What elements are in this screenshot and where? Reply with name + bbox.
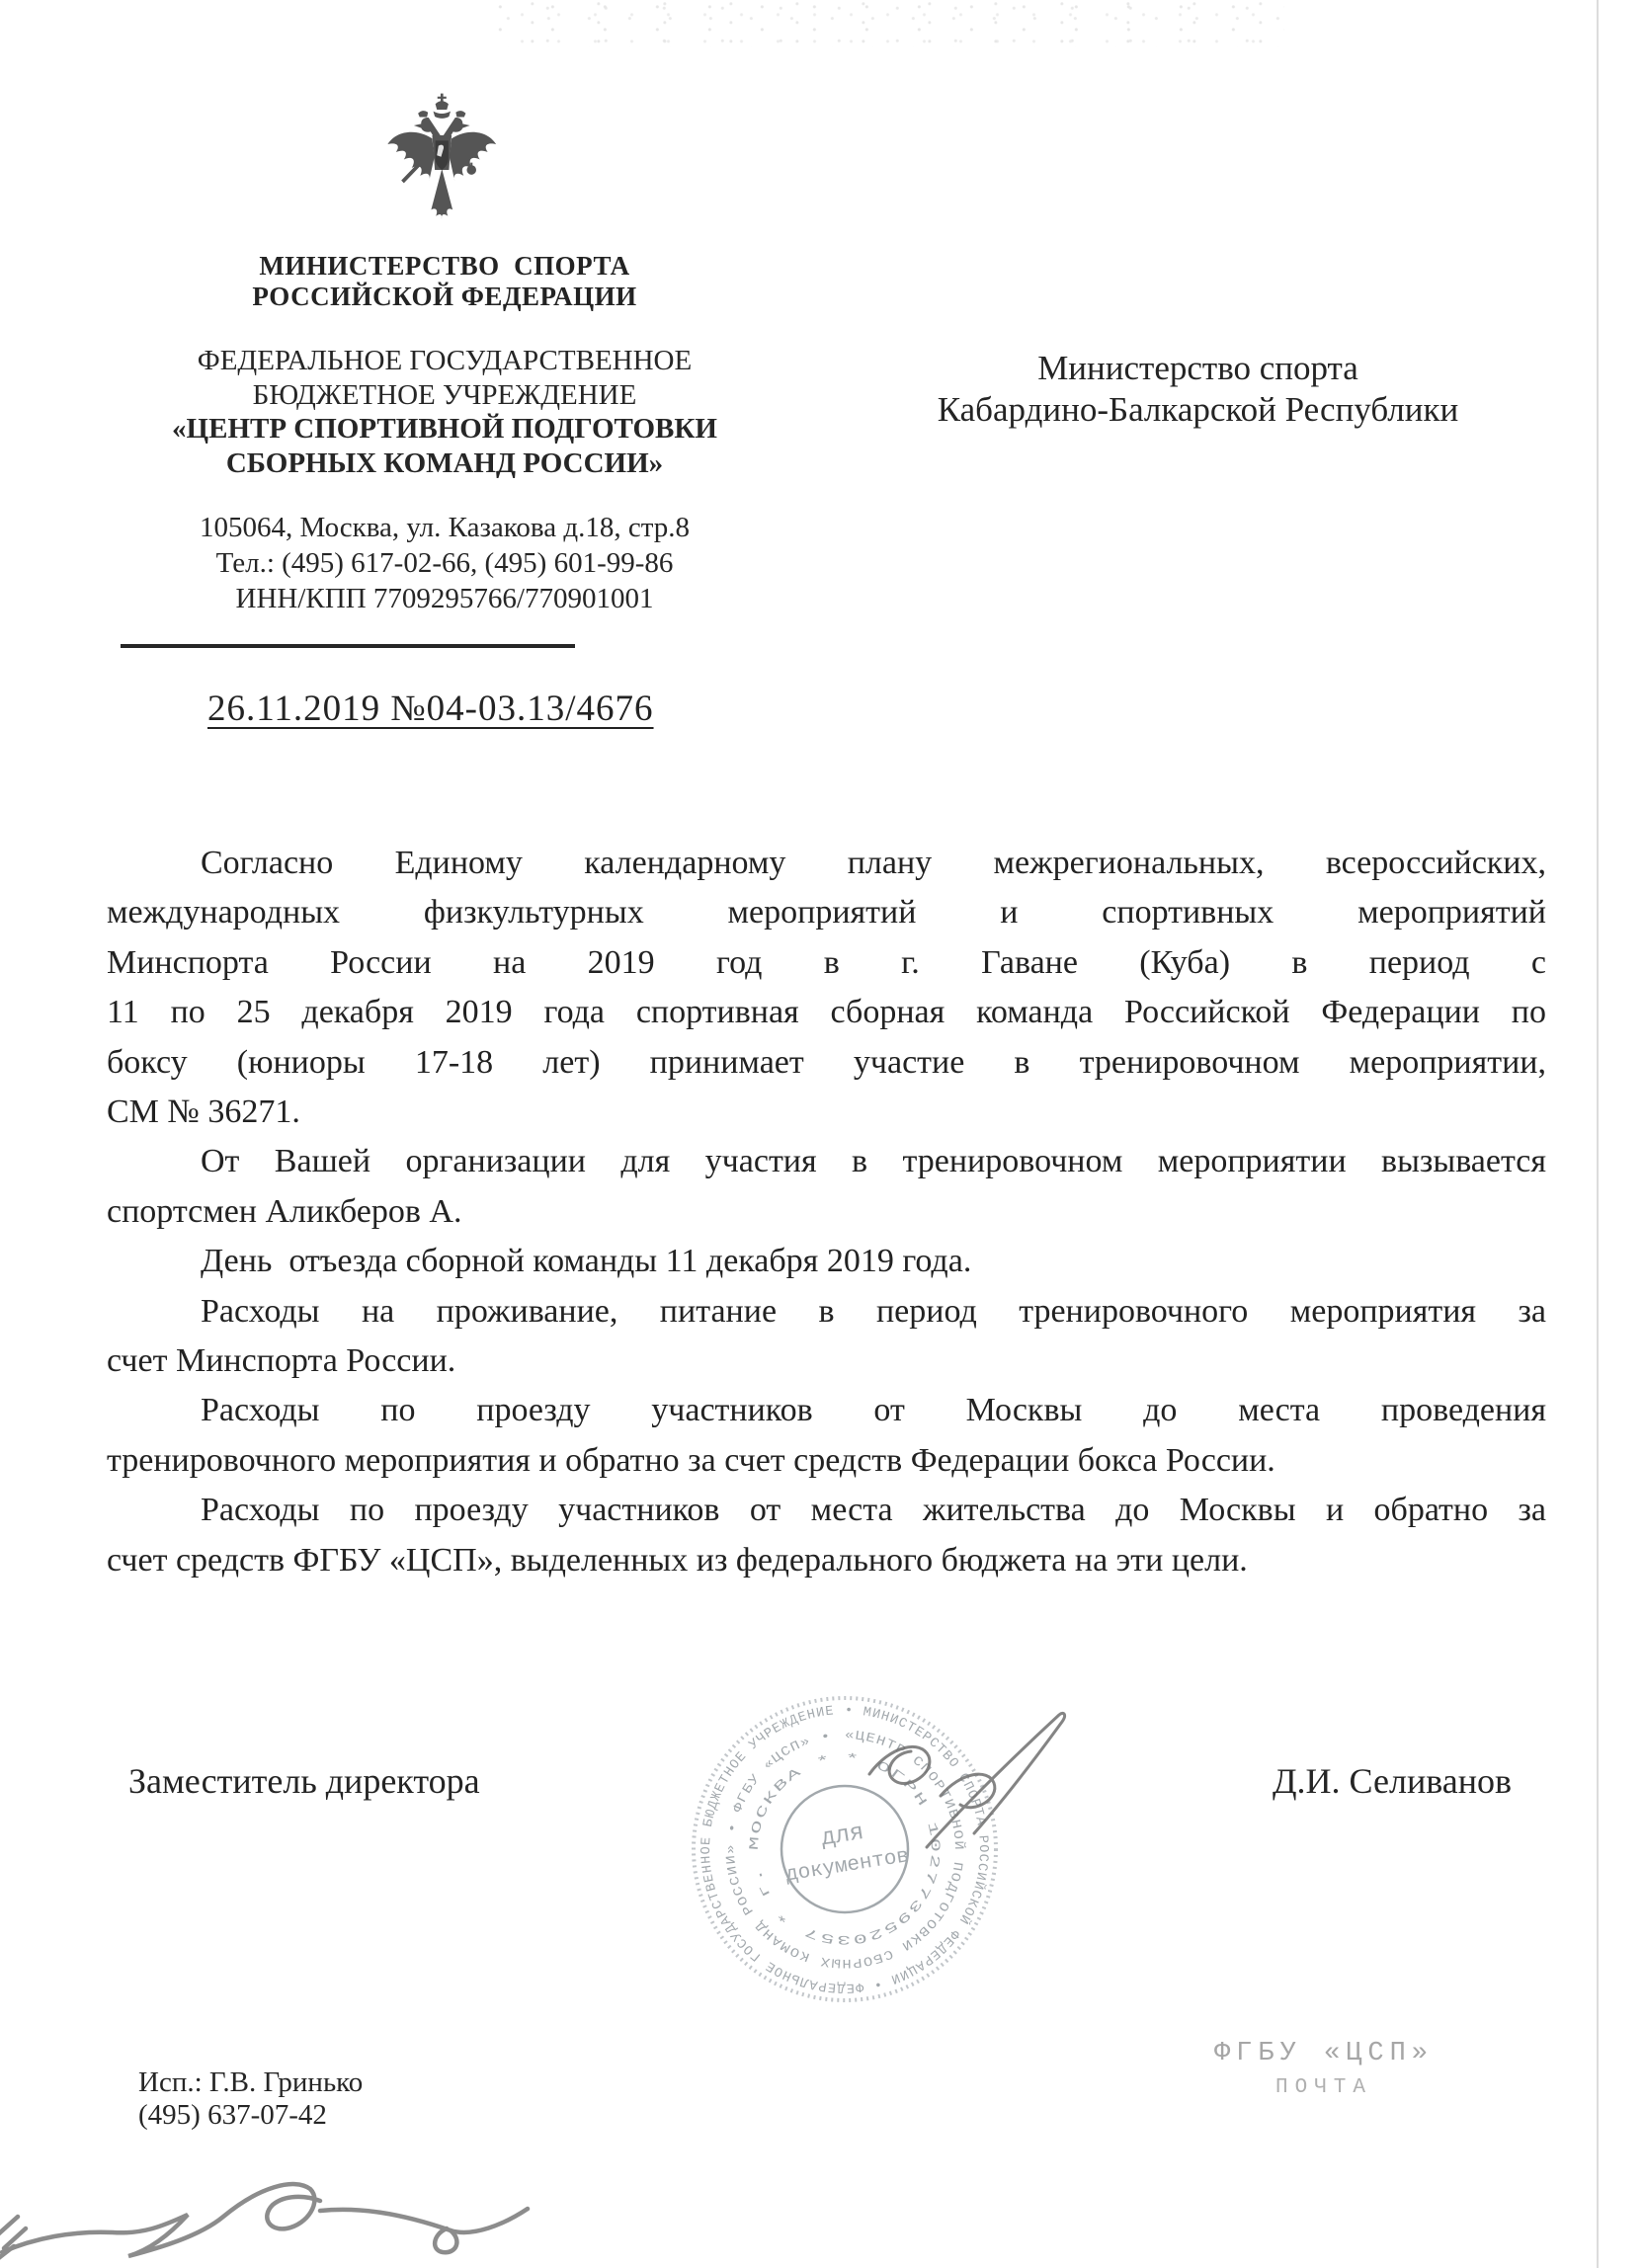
- mail-stamp-word: ПОЧТА: [1274, 2076, 1372, 2099]
- handwritten-signature: [0, 2155, 547, 2268]
- org-line3: «ЦЕНТР СПОРТИВНОЙ ПОДГОТОВКИ: [172, 413, 717, 445]
- body-line: Расходы по проезду участников от Москвы до места проведения: [201, 1392, 1546, 1429]
- body-text: [107, 839, 1546, 1585]
- coat-of-arms-eagle-icon: [381, 89, 502, 249]
- signature-stroke: [858, 1677, 1116, 1897]
- body-line: счет Минспорта России.: [107, 1342, 456, 1380]
- signer-position: Заместитель директора: [128, 1761, 480, 1801]
- mail-stamp-org: ФГБУ «ЦСП»: [1213, 2039, 1435, 2068]
- body-line: Расходы на проживание, питание в период тренировочного мероприятия за: [201, 1292, 1546, 1330]
- letterhead-contacts: [109, 510, 781, 616]
- body-line: боксу (юниоры 17-18 лет) принимает участие в тренировочном мероприятии,: [107, 1043, 1546, 1081]
- org-line4: СБОРНЫХ КОМАНД РОССИИ»: [225, 446, 664, 479]
- stamp-ring-outer-text: • МИНИСТЕРСТВО СПОРТА РОССИЙСКОЙ ФЕДЕРАЦИИ • ФЕДЕРАЛЬНОЕ ГОСУДАРСТВЕННОЕ БЮДЖЕТНОЕ УЧРЕЖДЕНИЕ: [699, 1703, 991, 1995]
- recipient-line2: Кабардино-Балкарской Республики: [937, 390, 1459, 429]
- ministry-name-line1: МИНИСТЕРСТВО СПОРТА: [259, 251, 630, 281]
- body-line: счет средств ФГБУ «ЦСП», выделенных из федерального бюджета на эти цели.: [107, 1541, 1248, 1579]
- stamp-ring-inner-text: * ОГРН 1027739520357 * г. МОСКВА *: [746, 1750, 944, 1948]
- body-line: международных физкультурных мероприятий и спортивных мероприятий: [107, 894, 1546, 932]
- body-line: Минспорта России на 2019 год в г. Гаване (Куба) в период с: [107, 943, 1546, 981]
- body-line: День отъезда сборной команды 11 декабря 2019 года.: [201, 1243, 972, 1280]
- date-and-number: 26.11.2019 №04-03.13/4676: [207, 688, 654, 729]
- letterhead-phone: Тел.: (495) 617-02-66, (495) 601-99-86: [215, 547, 674, 579]
- executor-block: [138, 2066, 363, 2132]
- letterhead-inn-kpp: ИНН/КПП 7709295766/770901001: [235, 583, 654, 614]
- body-line: спортсмен Аликберов А.: [107, 1192, 462, 1230]
- body-line: тренировочного мероприятия и обратно за счет средств Федерации бокса России.: [107, 1441, 1275, 1479]
- scan-artifact-line: [1597, 0, 1599, 2268]
- recipient-line1: Министерство спорта: [1037, 349, 1358, 387]
- ministry-name: [178, 251, 711, 312]
- recipient-block: [884, 348, 1512, 431]
- organization-name: [109, 344, 781, 480]
- ministry-name-line2: РОССИЙСКОЙ ФЕДЕРАЦИИ: [252, 282, 637, 311]
- body-line: СМ № 36271.: [107, 1094, 300, 1131]
- stamp-center-line1: для: [819, 1819, 866, 1853]
- stamp-center-line2: документов: [783, 1845, 911, 1888]
- body-line: Согласно Единому календарному плану межрегиональных, всероссийских,: [201, 845, 1546, 881]
- signer-name: Д.И. Селиванов: [1273, 1761, 1512, 1801]
- letterhead-address: 105064, Москва, ул. Казакова д.18, стр.8: [200, 512, 690, 543]
- executor-name: Исп.: Г.В. Гринько: [138, 2066, 364, 2098]
- org-line1: ФЕДЕРАЛЬНОЕ ГОСУДАРСТВЕННОЕ: [197, 345, 693, 376]
- stamp-ring-middle-text: «ЦЕНТР СПОРТИВНОЙ ПОДГОТОВКИ СБОРНЫХ КОМАНД РОССИИ» • ФГБУ «ЦСП» •: [722, 1727, 967, 1972]
- body-line: Расходы по проезду участников от места жительства до Москвы и обратно за: [201, 1492, 1546, 1529]
- org-line2: БЮДЖЕТНОЕ УЧРЕЖДЕНИЕ: [252, 378, 637, 411]
- body-line: 11 по 25 декабря 2019 года спортивная сборная команда Российской Федерации по: [107, 994, 1546, 1031]
- executor-phone: (495) 637-07-42: [138, 2099, 327, 2131]
- mail-stamp: [1213, 2039, 1435, 2099]
- body-line: От Вашей организации для участия в тренировочном мероприятии вызывается: [201, 1143, 1546, 1180]
- scan-noise: [494, 0, 1284, 47]
- letterhead-divider: [121, 644, 575, 648]
